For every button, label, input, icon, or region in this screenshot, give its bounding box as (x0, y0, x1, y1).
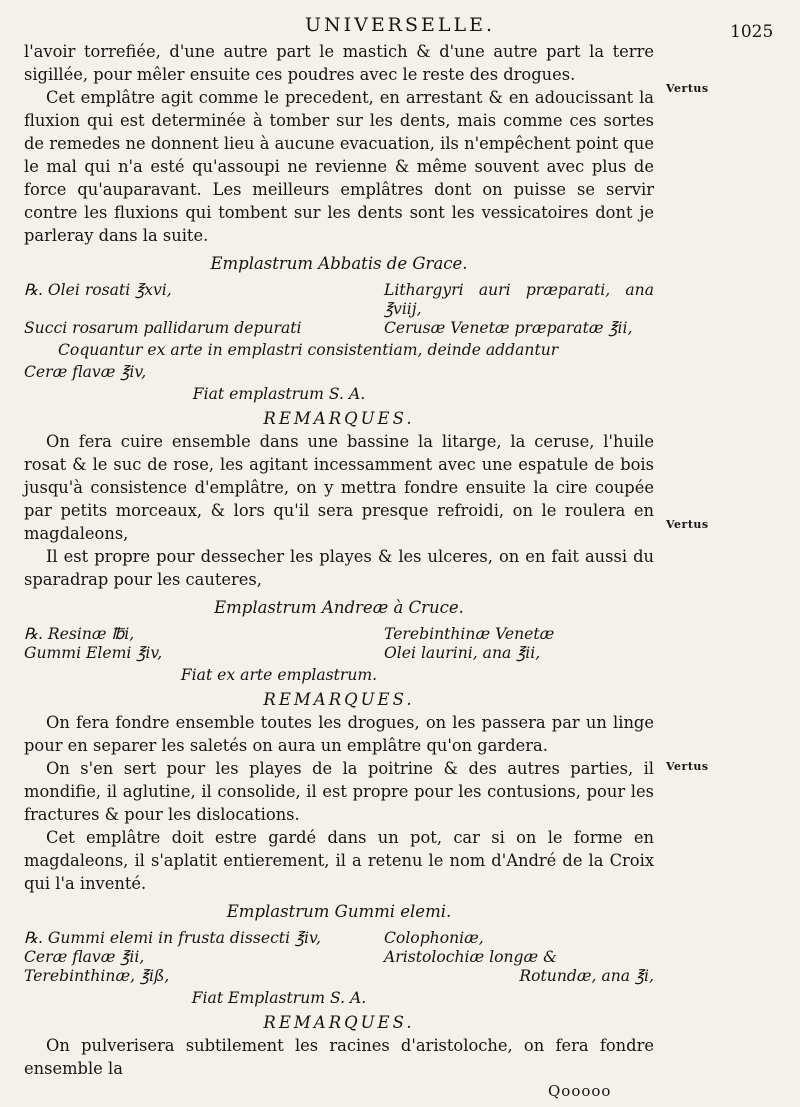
recipe-ingredient: Aristolochiæ longæ & (384, 948, 558, 966)
recipe-block (24, 625, 654, 685)
recipe-row (24, 948, 654, 967)
page-number: 1025 (730, 22, 774, 42)
recipe-instruction: Fiat ex arte emplastrum. (180, 666, 378, 684)
signature-mark: Qooooo (548, 1082, 612, 1100)
recipe-block (24, 929, 654, 1008)
recipe-ingredient: Olei laurini, ana ℥ii, (384, 644, 541, 662)
margin-note-vertus-2: Vertus (666, 518, 709, 531)
paragraph: On s'en sert pour les playes de la poitrine & des autres parties, il mondifie, il aglutine, il consolide, il est propre pour les contusions, pour les fractures & pour les dislocations. (24, 759, 654, 824)
paragraph: Il est propre pour dessecher les playes & les ulceres, on en fait aussi du sparadrap pour les cauteres, (24, 547, 654, 589)
remarks-heading: REMARQUES. (263, 690, 415, 709)
recipe-ingredient: ℞. Resinæ ℔i, (24, 625, 135, 643)
recipe-ingredient: Ceræ flavæ ℥ii, (24, 948, 145, 966)
margin-note-vertus-3: Vertus (666, 760, 709, 773)
recipe-instruction: Fiat emplastrum S. A. (192, 385, 366, 403)
recipe-block (24, 281, 654, 404)
recipe-ingredient: Colophoniæ, (384, 929, 484, 947)
paragraph: Cet emplâtre agit comme le precedent, en arrestant & en adoucissant la fluxion qui est determinée à tomber sur les dents, mais comme ces sortes de remedes ne donnent lieu à aucune evacuation, ils n'empêchent point que le mal qui n'a esté qu'assoupi ne revienne & même souvent avec plus de force qu'auparavant. Les meilleurs emplâtres dont on puisse se servir contre les fluxions qui tombent sur les dents sont les vessicatoires dont je parleray dans la suite. (24, 88, 654, 245)
paragraph: On fera fondre ensemble toutes les drogues, on les passera par un linge pour en separer les saletés on aura un emplâtre qu'on gardera. (24, 713, 654, 755)
paragraph: l'avoir torrefiée, d'une autre part le mastich & d'une autre part la terre sigillée, pour mêler ensuite ces poudres avec le reste des drogues. (24, 42, 654, 84)
running-head: UNIVERSELLE. (304, 14, 496, 36)
recipe-row (24, 625, 654, 644)
recipe-ingredient: Rotundæ, ana ℥i, (519, 967, 654, 985)
recipe-row (24, 967, 654, 986)
recipe-ingredient: Ceræ flavæ ℥iv, (24, 363, 147, 381)
paragraph: Cet emplâtre doit estre gardé dans un pot, car si on le forme en magdaleons, il s'aplatit entierement, il a retenu le nom d'André de la Croix qui l'a inventé. (24, 828, 654, 893)
recipe-row (24, 644, 654, 663)
remarks-heading: REMARQUES. (263, 409, 415, 428)
recipe-ingredient: Cerusæ Venetæ præparatæ ℥ii, (384, 319, 633, 337)
page-body (24, 40, 654, 1080)
recipe-ingredient: Terebinthinæ, ℥iß, (24, 967, 170, 985)
recipe-ingredient: ℞. Gummi elemi in frusta dissecti ℥iv, (24, 929, 321, 947)
formula-title: Emplastrum Gummi elemi. (226, 902, 452, 921)
formula-title: Emplastrum Andreæ à Cruce. (214, 598, 464, 617)
recipe-instruction: Fiat Emplastrum S. A. (191, 989, 367, 1007)
recipe-ingredient: Terebinthinæ Venetæ (384, 625, 555, 643)
paragraph: On pulverisera subtilement les racines d'aristoloche, on fera fondre ensemble la (24, 1036, 654, 1078)
paragraph: On fera cuire ensemble dans une bassine la litarge, la ceruse, l'huile rosat & le suc de rose, les agitant incessamment avec une espatule de bois jusqu'à consistence d'emplâtre, on y mettra fondre ensuite la cire coupée par petits morceaux, & lors qu'il sera presque refroidi, on le roulera en magdaleons, (24, 432, 654, 543)
recipe-row (24, 929, 654, 948)
recipe-ingredient: Lithargyri auri præparati, ana ℥viij, (384, 281, 654, 318)
recipe-ingredient: ℞. Olei rosati ℥xvi, (24, 281, 172, 299)
recipe-ingredient: Succi rosarum pallidarum depurati (24, 319, 302, 337)
recipe-instruction: Coquantur ex arte in emplastri consistentiam, deinde addantur (58, 341, 559, 359)
formula-title: Emplastrum Abbatis de Grace. (210, 254, 468, 273)
margin-note-vertus-1: Vertus (666, 82, 709, 95)
recipe-ingredient: Gummi Elemi ℥iv, (24, 644, 163, 662)
remarks-heading: REMARQUES. (263, 1013, 415, 1032)
recipe-row (24, 319, 654, 338)
recipe-row (24, 281, 654, 319)
